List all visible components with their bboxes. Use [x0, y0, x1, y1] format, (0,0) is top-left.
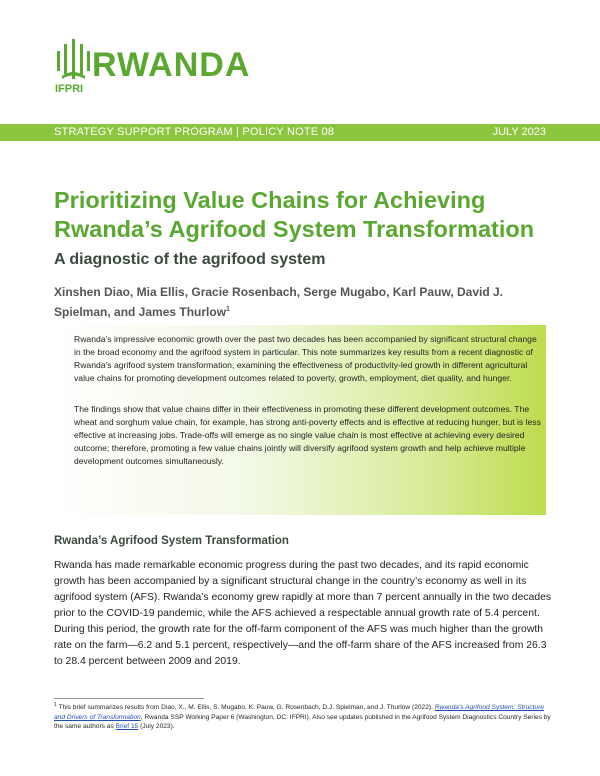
abstract-box — [54, 325, 546, 515]
body-paragraph: Rwanda has made remarkable economic progress during the past two decades, and its rapid economic growth has been accompanied by a significant structural change in the country’s economy as well in its agrifood system (AFS). Rwanda’s economy grew rapidly at more than 7 percent annually in the two decades prior to the COVID-19 pandemic, while the AFS achieved a respectable annual growth rate of 5.4 percent. During this period, the growth rate for the off-farm component of the AFS was much higher than the growth rate on the farm—6.2 and 5.1 percent, respectively—and the off-farm share of the AFS increased from 26.3 to 28.4 percent between 2009 and 2019. — [54, 560, 552, 667]
author-list — [54, 284, 534, 321]
section-heading: Rwanda’s Agrifood System Transformation — [54, 535, 289, 547]
footnote-divider — [54, 698, 204, 699]
authors-text: Xinshen Diao, Mia Ellis, Gracie Rosenbach, Serge Mugabo, Karl Pauw, David J. Spielman, and James Thurlow — [54, 285, 504, 319]
document-title: Prioritizing Value Chains for Achieving Rwanda’s Agrifood System Transformation — [54, 187, 535, 242]
working-paper-link[interactable]: Rwanda’s Agrifood System: Structure and Drivers of Transformation — [54, 704, 544, 721]
footnote-text: This brief summarizes results from Diao, X., M. Ellis, S. Mugabo, K. Pauw, G. Rosenbach, D.J. Spielman, and J. Thurlow (2022). — [58, 704, 435, 712]
org-label: IFPRI — [55, 83, 84, 94]
footnote-text: (July 2023). — [138, 723, 175, 731]
footnote-mark: 1 — [54, 702, 57, 708]
brief-15-link[interactable]: Brief 15 — [115, 723, 139, 731]
publication-date: JULY 2023 — [492, 126, 546, 138]
abstract-paragraph: Rwanda’s impressive economic growth over the past two decades has been accompanied by significant structural change in the broad economy and the agrifood system in particular. This note summarizes key results from a recent diagnostic of Rwanda’s agrifood system transformation, examining the effectiveness of productivity-led growth in different agricultural value chains for promoting development outcomes related to poverty, growth, employment, diet quality, and hunger. — [74, 334, 537, 383]
author-footnote-mark: 1 — [226, 306, 230, 313]
program-banner — [0, 124, 600, 141]
abstract-paragraph: The findings show that value chains differ in their effectiveness in promoting these different development outcomes. The wheat and sorghum value chain, for example, has strong anti-poverty effects and is effective at reducing hunger, but is less effective at increasing jobs. Trade-offs will emerge as no single value chain is most effective at achieving every desired outcome; therefore, promoting a few value chains jointly will diversify agrifood system growth and help achieve multiple development outcomes simultaneously. — [74, 404, 541, 466]
footnote-text: , Rwanda SSP Working Paper 6 (Washington, DC: IFPRI). Also see updates published in the Agrifood System Diagnostics Country Series by the same authors as — [54, 713, 551, 731]
document-subtitle: A diagnostic of the agrifood system — [54, 251, 326, 268]
ifpri-leaf-logo-icon — [54, 36, 94, 94]
footnote — [54, 701, 554, 732]
logo-text: RWANDA — [92, 46, 251, 84]
series-label: STRATEGY SUPPORT PROGRAM | POLICY NOTE 08 — [54, 126, 335, 138]
